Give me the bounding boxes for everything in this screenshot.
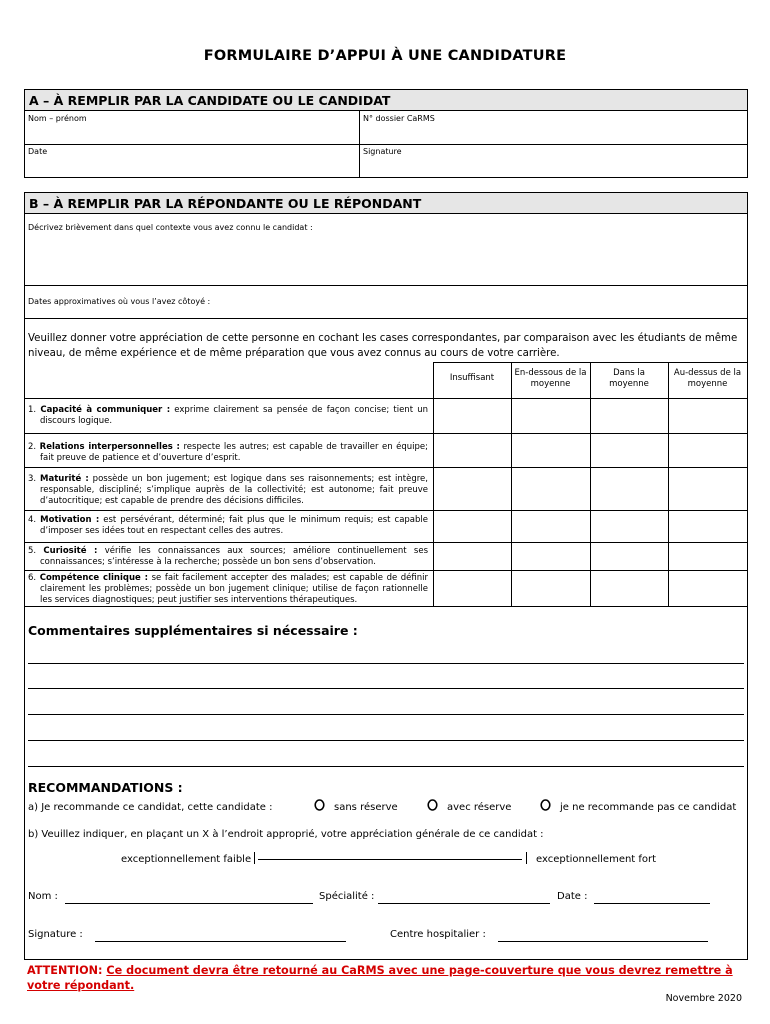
centre-hospitalier-label: Centre hospitalier : — [390, 929, 486, 940]
col-en-dessous: En-dessous de la moyenne — [514, 368, 587, 389]
context-field-label: Décrivez brièvement dans quel contexte vous avez connu le candidat : — [28, 223, 313, 232]
scale-high-label: exceptionnellement fort — [536, 854, 657, 865]
date-field-label: Date — [28, 147, 48, 156]
row-divider-4 — [25, 542, 747, 543]
date-label: Date : — [557, 891, 588, 902]
radio-sans-reserve-icon[interactable] — [314, 799, 325, 811]
comments-title: Commentaires supplémentaires si nécessaire : — [28, 623, 358, 638]
row-divider-2 — [25, 467, 747, 468]
row-divider-6 — [25, 606, 747, 607]
date-input[interactable] — [594, 903, 710, 904]
row-divider-3 — [25, 510, 747, 511]
option-ne-recommande-pas: je ne recommande pas ce candidat — [560, 802, 737, 813]
signature-input[interactable] — [95, 941, 346, 942]
nom-input[interactable] — [65, 903, 313, 904]
form-title: FORMULAIRE D’APPUI À UNE CANDIDATURE — [203, 48, 567, 64]
criterion-row: 4. Motivation : est persévérant, déterminé; fait plus que le minimum requis; est capable d’imposer ses idées tout en respectant celles des autres. — [28, 515, 428, 536]
scale-left-tick — [254, 852, 255, 864]
recommend-b-label: b) Veuillez indiquer, en plaçant un X à l’endroit approprié, votre appréciation générale de ce candidat : — [28, 829, 544, 840]
comment-line[interactable] — [28, 714, 744, 715]
comment-line[interactable] — [28, 740, 744, 741]
section-a-heading: A – À REMPLIR PAR LA CANDIDATE OU LE CANDIDAT — [25, 90, 747, 111]
criterion-row: 1. Capacité à communiquer : exprime clairement sa pensée de façon concise; tient un discours logique. — [28, 405, 428, 426]
signature-field-label: Signature — [363, 147, 402, 156]
carms-field-label: N° dossier CaRMS — [363, 114, 435, 123]
comment-line[interactable] — [28, 663, 744, 664]
section-b — [24, 192, 748, 960]
section-a — [24, 89, 748, 178]
recommend-a-label: a) Je recommande ce candidat, cette candidate : — [28, 802, 273, 813]
row-divider-5 — [25, 570, 747, 571]
option-sans-reserve: sans réserve — [334, 802, 398, 813]
row-divider-1 — [25, 433, 747, 434]
attention-text: Ce document devra être retourné au CaRMS avec une page-couverture que vous devrez remettre à votre répondant. — [27, 964, 733, 992]
col-insuffisant: Insuffisant — [449, 373, 495, 383]
centre-hospitalier-input[interactable] — [498, 941, 708, 942]
scale-low-label: exceptionnellement faible — [121, 854, 252, 865]
specialite-input[interactable] — [378, 903, 550, 904]
criterion-row: 6. Compétence clinique : se fait facilement accepter des malades; est capable de définir clairement les problèmes; possède un bon jugement clinique; utilise de façon rationnelle les services diagnostiques; peut justifier ses interventions thérapeutiques. — [28, 573, 429, 605]
radio-avec-reserve-icon[interactable] — [427, 799, 438, 811]
section-b-heading: B – À REMPLIR PAR LA RÉPONDANTE OU LE RÉPONDANT — [25, 193, 747, 214]
comment-line[interactable] — [28, 688, 744, 689]
dates-field-label: Dates approximatives où vous l’avez côtoyé : — [28, 297, 211, 306]
nom-label: Nom : — [28, 891, 58, 902]
radio-ne-recommande-pas-icon[interactable] — [540, 799, 551, 811]
criterion-row: 2. Relations interpersonnelles : respecte les autres; est capable de travailler en équipe; fait preuve de patience et d’ouverture d’esprit. — [28, 442, 428, 463]
comment-line[interactable] — [28, 766, 744, 767]
attention-prefix: ATTENTION: — [27, 964, 103, 977]
recommendations-title: RECOMMANDATIONS : — [28, 780, 183, 795]
option-avec-reserve: avec réserve — [447, 802, 512, 813]
criterion-row: 3. Maturité : possède un bon jugement; est logique dans ses raisonnements; est intègre, responsable, discipliné; s’implique auprès de la collectivité; est autonome; fait preuve d’autocritique; est capable de prendre des décisions difficiles. — [28, 474, 428, 506]
signature-label: Signature : — [28, 929, 83, 940]
col-dans-la-moyenne: Dans la moyenne — [609, 368, 649, 389]
appreciation-scale[interactable] — [258, 859, 522, 860]
scale-right-tick — [526, 852, 527, 864]
row-divider-0 — [25, 398, 747, 399]
context-divider — [25, 285, 747, 286]
instructions-text: Veuillez donner votre appréciation de cette personne en cochant les cases correspondantes, par comparaison avec les étudiants de même niveau, de même expérience et de même préparation que vous avez connus au cours de votre carrière. — [28, 333, 738, 359]
footer-date: Novembre 2020 — [665, 993, 742, 1004]
criterion-row: 5. Curiosité : vérifie les connaissances aux sources; améliore continuellement ses connaissances; s’intéresse à la recherche; possède un bon sens d’observation. — [28, 546, 428, 567]
specialite-label: Spécialité : — [319, 891, 375, 902]
col-au-dessus: Au-dessus de la moyenne — [673, 368, 742, 389]
attention-notice — [27, 963, 739, 993]
name-field-label: Nom – prénom — [28, 114, 87, 123]
section-a-row-divider — [25, 144, 747, 145]
dates-divider — [25, 318, 747, 319]
